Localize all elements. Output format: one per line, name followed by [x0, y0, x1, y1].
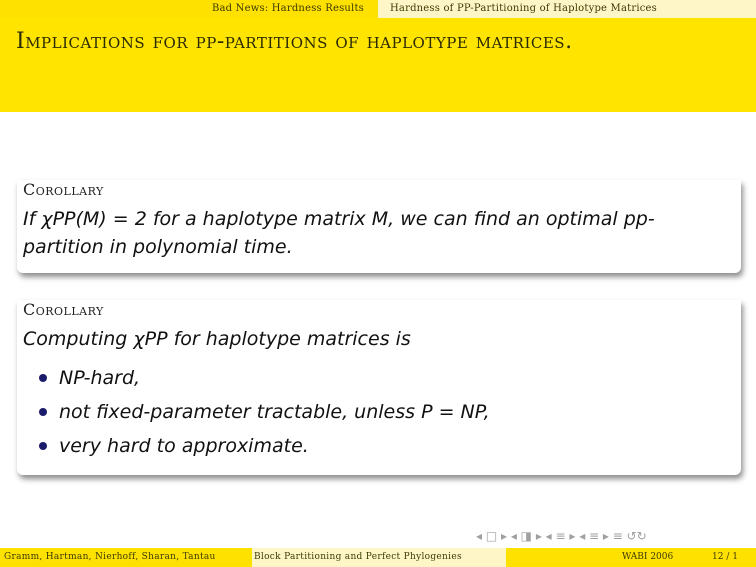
section-navigation-bar [0, 0, 756, 18]
corollary-block-2 [17, 300, 741, 475]
footer-short-title: Block Partitioning and Perfect Phylogenies [252, 548, 506, 567]
beamer-navigation-symbols[interactable]: ◂ □ ▸ ◂ ◨ ▸ ◂ ≡ ▸ ◂ ≡ ▸ ≡ ↺↻ [476, 529, 647, 543]
footer-bar [0, 548, 756, 567]
slide-title: Implications for pp-partitions of haplotype matrices. [16, 29, 573, 54]
list-item: very hard to approximate. [23, 429, 733, 463]
list-item: not fixed-parameter tractable, unless P = NP, [23, 395, 733, 429]
footer-page-number: 12 / 1 [712, 552, 738, 562]
footer-venue: WABI 2006 [622, 552, 674, 562]
nav-current-section[interactable]: Hardness of PP-Partitioning of Haplotype Matrices [378, 0, 756, 18]
corollary-block-1 [17, 180, 741, 273]
corollary-list [23, 361, 733, 463]
corollary-heading-1: Corollary [23, 180, 104, 199]
corollary-intro: Computing χPP for haplotype matrices is [23, 328, 411, 350]
list-item: NP-hard, [23, 361, 733, 395]
footer-authors: Gramm, Hartman, Nierhoff, Sharan, Tantau [4, 552, 216, 562]
nav-section-hardness-results[interactable]: Bad News: Hardness Results [211, 3, 364, 14]
corollary-heading-2: Corollary [23, 300, 104, 319]
corollary-text-1: If χPP(M) = 2 for a haplotype matrix M, we can find an optimal pp-partition in polynomial time. [23, 208, 655, 258]
corollary-text-2 [17, 325, 741, 475]
